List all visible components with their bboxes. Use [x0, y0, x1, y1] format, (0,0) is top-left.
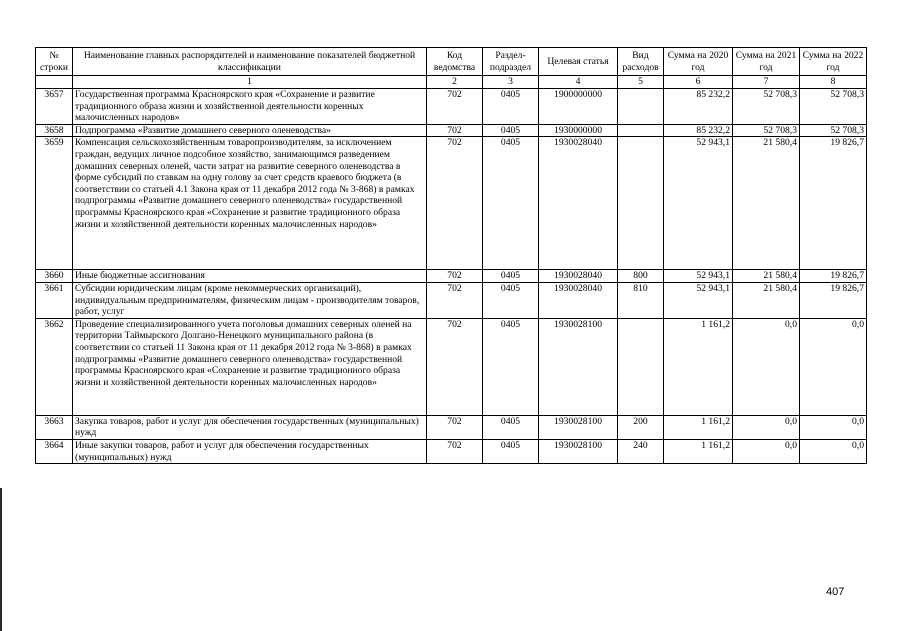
sum-2021: 0,0 [733, 439, 800, 463]
row-number: 3660 [36, 270, 73, 283]
expense-type: 810 [618, 282, 664, 318]
table-row [36, 270, 867, 283]
target-article: 1930028100 [539, 439, 618, 463]
target-article: 1930028100 [539, 318, 618, 415]
expense-type: 800 [618, 270, 664, 283]
expense-type [618, 89, 664, 125]
row-name: Государственная программа Красноярского края «Сохранение и развитие традиционного образа жизни и хозяйственной деятельности коренных малочисленных народов» [73, 89, 427, 125]
expense-type: 200 [618, 415, 664, 439]
column-number [36, 76, 73, 89]
sum-2020: 85 232,2 [664, 124, 733, 137]
header-row-number: № строки [36, 48, 73, 76]
sum-2021: 52 708,3 [733, 89, 800, 125]
sum-2020: 52 943,1 [664, 137, 733, 270]
table-row [36, 137, 867, 270]
column-number: 6 [664, 76, 733, 89]
table-row [36, 124, 867, 137]
row-number: 3661 [36, 282, 73, 318]
department-code: 702 [427, 124, 483, 137]
sum-2022: 0,0 [800, 415, 867, 439]
scan-edge-mark [0, 488, 2, 631]
sum-2021: 21 580,4 [733, 282, 800, 318]
sum-2022: 19 826,7 [800, 282, 867, 318]
row-name: Проведение специализированного учета поголовья домашних северных оленей на территории Таймырского Долгано-Ненецкого муниципального района (в соответствии со статьей 11 Закона края от 11 декабря 2012 года № 3-868) в рамках подпрограммы «Развитие домашнего северного оленеводства» государственной программы Красноярского края «Сохранение и развитие традиционного образа жизни и хозяйственной деятельности коренных малочисленных народов» [73, 318, 427, 415]
section-code: 0405 [483, 124, 539, 137]
sum-2022: 0,0 [800, 318, 867, 415]
sum-2020: 1 161,2 [664, 318, 733, 415]
sum-2022: 52 708,3 [800, 124, 867, 137]
section-code: 0405 [483, 282, 539, 318]
table-row [36, 318, 867, 415]
department-code: 702 [427, 439, 483, 463]
row-name: Закупка товаров, работ и услуг для обеспечения государственных (муниципальных) нужд [73, 415, 427, 439]
column-number: 3 [483, 76, 539, 89]
expense-type [618, 137, 664, 270]
sum-2021: 21 580,4 [733, 137, 800, 270]
sum-2022: 0,0 [800, 439, 867, 463]
sum-2020: 1 161,2 [664, 439, 733, 463]
header-sum-2022: Сумма на 2022 год [800, 48, 867, 76]
row-number: 3662 [36, 318, 73, 415]
header-sum-2020: Сумма на 2020 год [664, 48, 733, 76]
row-number: 3664 [36, 439, 73, 463]
header-target-article: Целевая статья [539, 48, 618, 76]
section-code: 0405 [483, 318, 539, 415]
department-code: 702 [427, 270, 483, 283]
header-expense-type: Вид расходов [618, 48, 664, 76]
expense-type [618, 124, 664, 137]
column-numbers-row [36, 76, 867, 89]
column-number: 2 [427, 76, 483, 89]
row-number: 3658 [36, 124, 73, 137]
target-article: 1930028040 [539, 282, 618, 318]
budget-table [35, 47, 867, 464]
sum-2020: 52 943,1 [664, 270, 733, 283]
expense-type [618, 318, 664, 415]
column-number: 5 [618, 76, 664, 89]
section-code: 0405 [483, 137, 539, 270]
row-number: 3659 [36, 137, 73, 270]
target-article: 1930028040 [539, 137, 618, 270]
expense-type: 240 [618, 439, 664, 463]
column-number: 7 [733, 76, 800, 89]
target-article: 1930028100 [539, 415, 618, 439]
column-number: 8 [800, 76, 867, 89]
header-row [36, 48, 867, 76]
target-article: 1900000000 [539, 89, 618, 125]
row-name: Иные бюджетные ассигнования [73, 270, 427, 283]
department-code: 702 [427, 137, 483, 270]
sum-2022: 19 826,7 [800, 137, 867, 270]
sum-2021: 21 580,4 [733, 270, 800, 283]
header-name: Наименование главных распорядителей и наименование показателей бюджетной классификации [73, 48, 427, 76]
section-code: 0405 [483, 270, 539, 283]
table-row [36, 282, 867, 318]
header-department-code: Код ведомства [427, 48, 483, 76]
department-code: 702 [427, 89, 483, 125]
column-number: 1 [73, 76, 427, 89]
table-row [36, 89, 867, 125]
page-number: 407 [826, 586, 845, 598]
section-code: 0405 [483, 415, 539, 439]
table-row [36, 415, 867, 439]
sum-2022: 52 708,3 [800, 89, 867, 125]
sum-2021: 0,0 [733, 415, 800, 439]
target-article: 1930000000 [539, 124, 618, 137]
table-row [36, 439, 867, 463]
department-code: 702 [427, 318, 483, 415]
sum-2021: 52 708,3 [733, 124, 800, 137]
row-name: Компенсация сельскохозяйственным товаропроизводителям, за исключением граждан, ведущих личное подсобное хозяйство, занимающимся разведением домашних северных оленей, части затрат на развитие северного оленеводства в форме субсидий по ставкам на одну голову за счет средств краевого бюджета (в соответствии со статьей 4.1 Закона края от 11 декабря 2012 года № 3-868) в рамках подпрограммы «Развитие домашнего северного оленеводства» государственной программы Красноярского края «Сохранение и развитие традиционного образа жизни и хозяйственной деятельности коренных малочисленных народов» [73, 137, 427, 270]
sum-2020: 85 232,2 [664, 89, 733, 125]
row-number: 3663 [36, 415, 73, 439]
header-section: Раздел-подраздел [483, 48, 539, 76]
sum-2021: 0,0 [733, 318, 800, 415]
department-code: 702 [427, 415, 483, 439]
target-article: 1930028040 [539, 270, 618, 283]
column-number: 4 [539, 76, 618, 89]
header-sum-2021: Сумма на 2021 год [733, 48, 800, 76]
row-name: Субсидии юридическим лицам (кроме некоммерческих организаций), индивидуальным предпринимателям, физическим лицам - производителям товаров, работ, услуг [73, 282, 427, 318]
row-name: Иные закупки товаров, работ и услуг для обеспечения государственных (муниципальных) нужд [73, 439, 427, 463]
department-code: 702 [427, 282, 483, 318]
sum-2020: 1 161,2 [664, 415, 733, 439]
sum-2022: 19 826,7 [800, 270, 867, 283]
section-code: 0405 [483, 89, 539, 125]
sum-2020: 52 943,1 [664, 282, 733, 318]
row-number: 3657 [36, 89, 73, 125]
row-name: Подпрограмма «Развитие домашнего северного оленеводства» [73, 124, 427, 137]
section-code: 0405 [483, 439, 539, 463]
